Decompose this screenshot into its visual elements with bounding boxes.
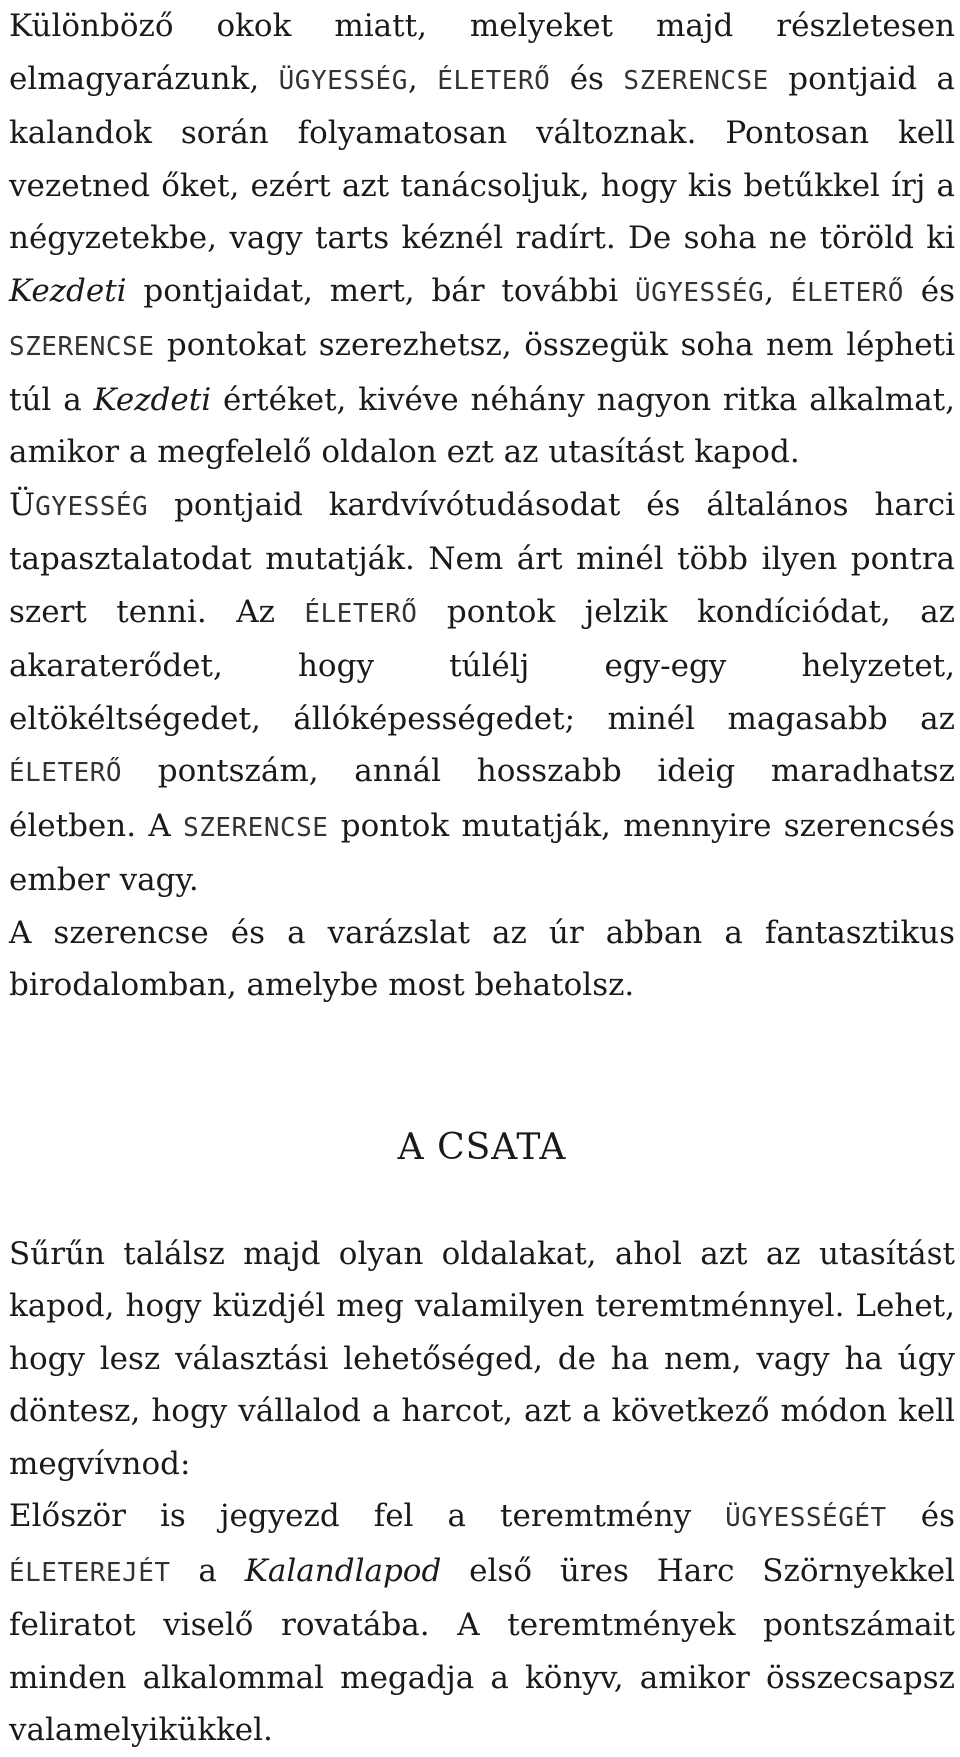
skill-term: ÜGYESSÉGÉT (725, 1503, 887, 1533)
stamina-term: ÉLETEREJÉT (9, 1557, 171, 1588)
paragraph-attributes-change: Különböző okok miatt, melyeket majd részletesen elmagyarázunk, ÜGYESSÉG, ÉLETERŐ és SZERENCSE pontjaid a kalandok során folyamatosan változnak. Pontosan kell vezetned őket, ezért azt tanácsoljuk, hogy kis betűkkel írj a négyzetekbe, vagy tarts kéznél radírt. De soha ne töröld ki Kezdeti pontjaidat, mert, bár további ÜGYESSÉG, ÉLETERŐ és SZERENCSE pontokat szerezhetsz, összegük soha nem lépheti túl a Kezdeti értéket, kivéve néhány nagyon ritka alkalmat, amikor a megfelelő oldalon ezt az utasítást kapod. (9, 8, 955, 470)
skill-term: ÜGYESSÉG (634, 277, 765, 308)
stamina-term: ÉLETERŐ (437, 65, 551, 96)
initial-term: Kezdeti (9, 272, 127, 309)
section-heading: A CSATA (397, 1126, 567, 1168)
luck-term: SZERENCSE (183, 812, 329, 843)
adventure-sheet-term: Kalandlapod (244, 1552, 442, 1589)
paragraph-attributes-meaning: ÜGYESSÉG pontjaid kardvívótudásodat és általános harci tapasztalatodat mutatják. Nem árt minél több ilyen pontra szert tenni. Az ÉLETERŐ pontok jelzik kondíciódat, az akaraterődet, hogy túlélj egy-egy helyzetet, eltökéltségedet, állóképességedet; minél magasabb az ÉLETERŐ pontszám, annál hosszabb ideig maradhatsz életben. A SZERENCSE pontok mutatják, mennyire szerencsés ember vagy. (9, 486, 956, 898)
book-page (9, 0, 955, 1757)
stamina-term: ÉLETERŐ (304, 598, 418, 629)
paragraph-battle-intro: Sűrűn találsz majd olyan oldalakat, ahol azt az utasítást kapod, hogy küzdjél meg valamilyen teremtménnyel. Lehet, hogy lesz választási lehetőséged, de ha nem, vagy ha úgy döntesz, hogy vállalod a harcot, azt a következő módon kell megvívnod: (9, 1235, 955, 1482)
paragraph-battle-first-step: Először is jegyezd fel a teremtmény ÜGYESSÉGÉT és ÉLETEREJÉT a Kalandlapod első üres Harc Szörnyekkel feliratot viselő rovatába. A teremtmények pontszámait minden alkalommal megadja a könyv, amikor összecsapsz valamelyikükkel. (9, 1498, 955, 1748)
stamina-term: ÉLETERŐ (790, 277, 904, 308)
skill-term: GYESSÉG (35, 491, 149, 522)
skill-term: ÜGYESSÉG (278, 65, 408, 96)
luck-term: SZERENCSE (623, 65, 769, 96)
initial-term: Kezdeti (93, 381, 212, 418)
luck-term: SZERENCSE (9, 332, 155, 362)
stamina-term: ÉLETERŐ (9, 758, 123, 788)
paragraph-luck-magic: A szerencse és a varázslat az úr abban a fantasztikus birodalomban, amelybe most behatolsz. (9, 914, 955, 1003)
